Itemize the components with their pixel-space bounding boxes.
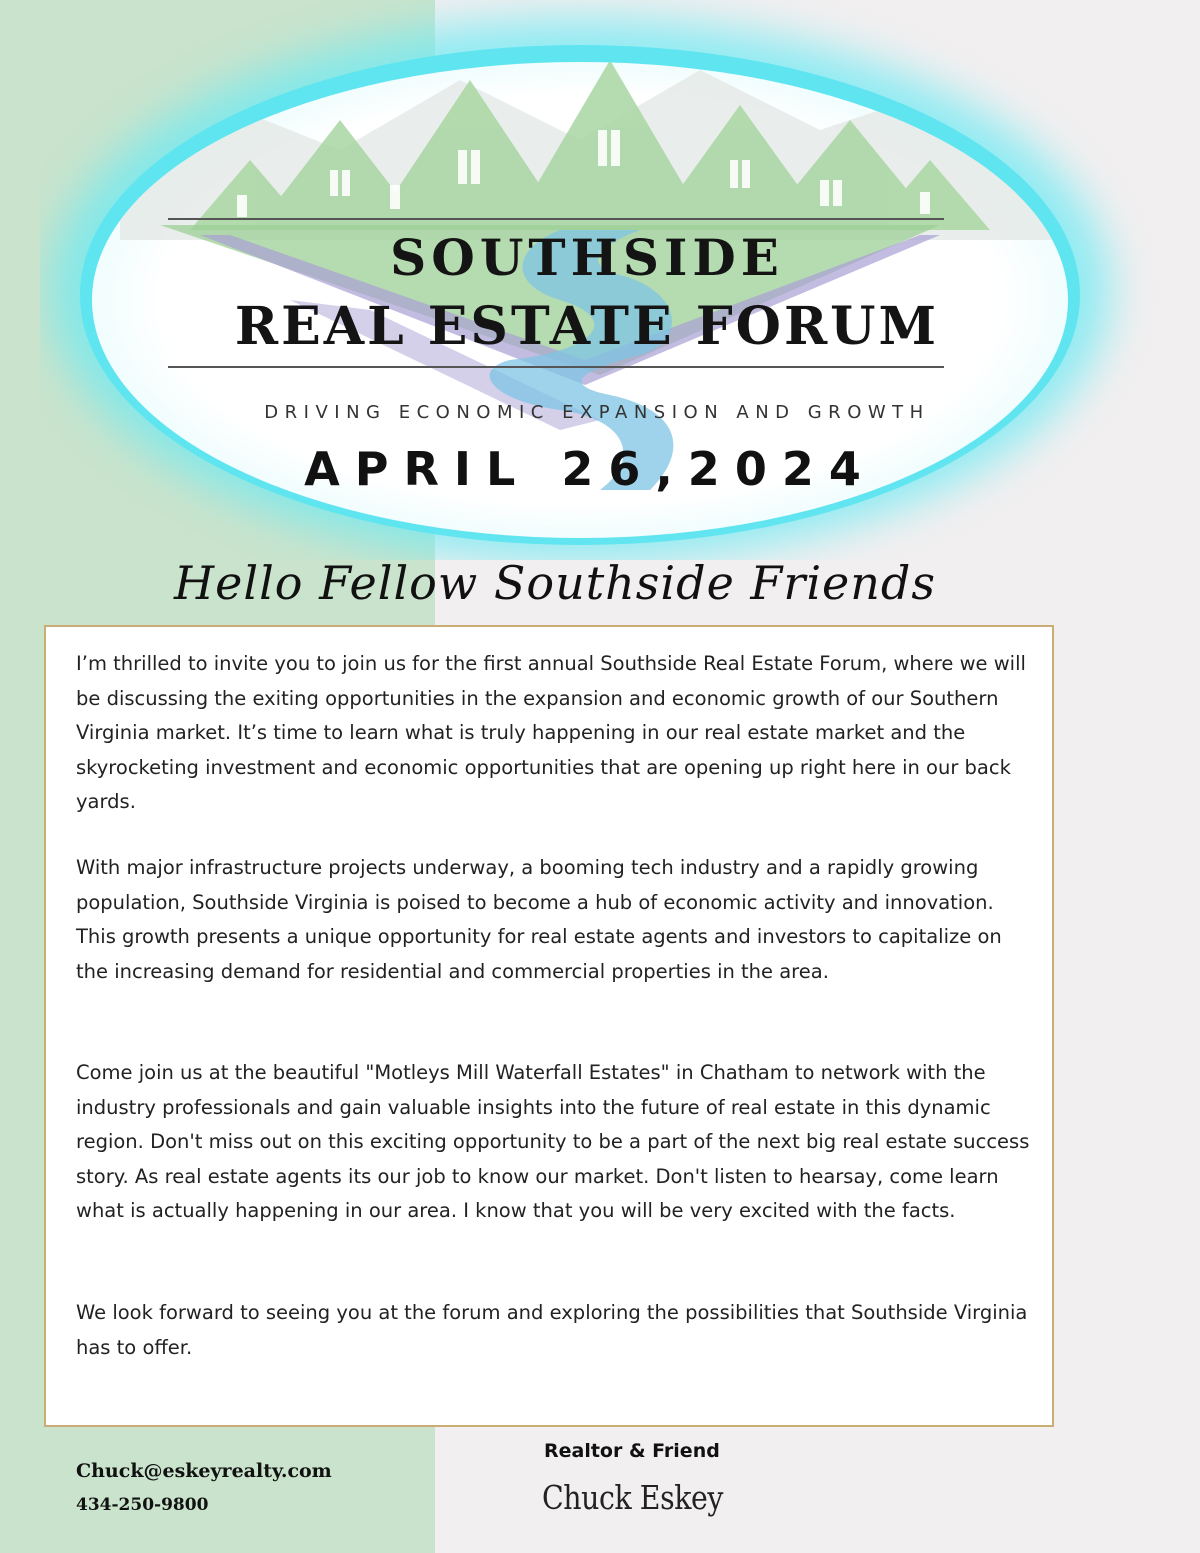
letter-box — [44, 625, 1054, 1427]
letter-paragraph-4: We look forward to seeing you at the forum and exploring the possibilities that Southside Virginia has to offer. — [76, 1301, 1028, 1359]
contact-email[interactable]: Chuck@eskeyrealty.com — [76, 1460, 332, 1482]
letter-paragraph-2: With major infrastructure projects underway, a booming tech industry and a rapidly growing population, Southside Virginia is poised to become a hub of economic activity and innovation. This growth presents a unique opportunity for real estate agents and investors to capitalize on the increasing demand for residential and commercial properties in the area. — [76, 856, 1002, 983]
forum-title-line1: SOUTHSIDE — [390, 228, 784, 287]
contact-phone[interactable]: 434-250-9800 — [76, 1495, 209, 1515]
greeting-heading: Hello Fellow Southside Friends — [174, 556, 936, 610]
forum-logo — [40, 0, 1160, 560]
contact-info — [76, 1456, 332, 1520]
letter-paragraph-3: Come join us at the beautiful "Motleys Mill Waterfall Estates" in Chatham to network with the industry professionals and gain valuable insights into the future of real estate in this dynamic region. Don't miss out on this exciting opportunity to be a part of the next big real estate success story. As real estate agents its our job to know our market. Don't listen to hearsay, come learn what is actually happening in our area. I know that you will be very excited with the facts. — [76, 1061, 1030, 1222]
forum-title-line2: REAL ESTATE FORUM — [234, 296, 940, 357]
forum-tagline: DRIVING ECONOMIC EXPANSION AND GROWTH — [264, 402, 930, 423]
signature: Chuck Eskey — [542, 1478, 723, 1517]
event-date: APRIL 26,2024 — [304, 442, 876, 496]
letter-paragraph-1: I’m thrilled to invite you to join us for the first annual Southside Real Estate Forum, where we will be discussing the exiting opportunities in the expansion and economic growth of our Southern Virginia market. It’s time to learn what is truly happening in our real estate market and the skyrocketing investment and economic opportunities that are opening up right here in our back yards. — [76, 652, 1026, 813]
signoff-label: Realtor & Friend — [544, 1440, 720, 1462]
